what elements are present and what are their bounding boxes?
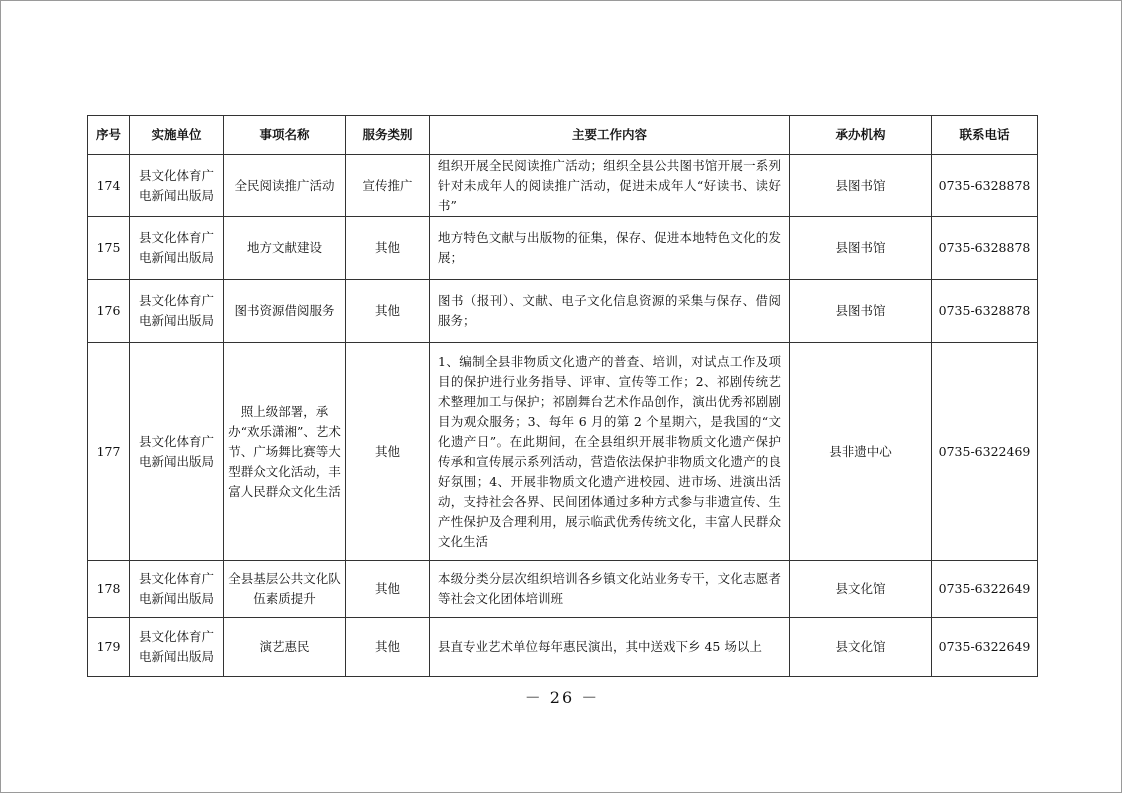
header-category: 服务类别 (346, 116, 430, 155)
page-number: － 26 － (524, 688, 600, 707)
cell-no: 175 (88, 217, 130, 280)
cell-org: 县图书馆 (790, 155, 932, 217)
cell-no: 176 (88, 280, 130, 343)
cell-item: 全民阅读推广活动 (224, 155, 346, 217)
cell-content: 本级分类分层次组织培训各乡镇文化站业务专干，文化志愿者等社会文化团体培训班 (430, 561, 790, 618)
cell-item: 地方文献建设 (224, 217, 346, 280)
header-item: 事项名称 (224, 116, 346, 155)
cell-phone: 0735-6322649 (932, 618, 1038, 677)
table-row (88, 343, 1038, 561)
cell-phone: 0735-6322469 (932, 343, 1038, 561)
cell-content: 地方特色文献与出版物的征集，保存、促进本地特色文化的发展； (430, 217, 790, 280)
cell-category: 其他 (346, 618, 430, 677)
cell-content: 1、编制全县非物质文化遗产的普查、培训，对试点工作及项目的保护进行业务指导、评审、宣传等工作；2、祁剧传统艺术整理加工与保护；祁剧舞台艺术作品创作，演出优秀祁剧剧目为观众服务；3、每年 6 月的第 2 个星期六，是我国的“文化遗产日”。在此期间，在全县组织开展非物质文化遗产保护传承和宣传展示系列活动，营造依法保护非物质文化遗产的良好氛围；4、开展非物质文化遗产进校园、进市场、进演出活动，支持社会各界、民间团体通过多种方式参与非遗宣传、生产性保护及合理利用，展示临武优秀传统文化，丰富人民群众文化生活 (430, 343, 790, 561)
cell-unit: 县文化体育广电新闻出版局 (130, 280, 224, 343)
cell-category: 其他 (346, 561, 430, 618)
table-row (88, 280, 1038, 343)
cell-unit: 县文化体育广电新闻出版局 (130, 217, 224, 280)
cell-org: 县文化馆 (790, 618, 932, 677)
cell-no: 174 (88, 155, 130, 217)
header-unit: 实施单位 (130, 116, 224, 155)
cell-category: 宣传推广 (346, 155, 430, 217)
cell-phone: 0735-6322649 (932, 561, 1038, 618)
cell-no: 178 (88, 561, 130, 618)
cell-category: 其他 (346, 280, 430, 343)
table-row (88, 217, 1038, 280)
cell-unit: 县文化体育广电新闻出版局 (130, 155, 224, 217)
cell-item: 全县基层公共文化队伍素质提升 (224, 561, 346, 618)
header-content: 主要工作内容 (430, 116, 790, 155)
header-no: 序号 (88, 116, 130, 155)
cell-phone: 0735-6328878 (932, 155, 1038, 217)
cell-category: 其他 (346, 343, 430, 561)
cell-unit: 县文化体育广电新闻出版局 (130, 561, 224, 618)
cell-org: 县图书馆 (790, 217, 932, 280)
cell-item: 演艺惠民 (224, 618, 346, 677)
services-table (87, 115, 1038, 677)
cell-phone: 0735-6328878 (932, 217, 1038, 280)
table-row (88, 561, 1038, 618)
table-row (88, 155, 1038, 217)
table-row (88, 618, 1038, 677)
cell-item: 照上级部署，承办“欢乐潇湘”、艺术节、广场舞比赛等大型群众文化活动，丰富人民群众文化生活 (224, 343, 346, 561)
cell-no: 177 (88, 343, 130, 561)
table-header-row (88, 116, 1038, 155)
cell-item: 图书资源借阅服务 (224, 280, 346, 343)
cell-content: 图书（报刊）、文献、电子文化信息资源的采集与保存、借阅服务； (430, 280, 790, 343)
cell-no: 179 (88, 618, 130, 677)
cell-org: 县文化馆 (790, 561, 932, 618)
cell-phone: 0735-6328878 (932, 280, 1038, 343)
header-org: 承办机构 (790, 116, 932, 155)
header-phone: 联系电话 (932, 116, 1038, 155)
cell-org: 县图书馆 (790, 280, 932, 343)
cell-content: 县直专业艺术单位每年惠民演出，其中送戏下乡 45 场以上 (430, 618, 790, 677)
cell-content: 组织开展全民阅读推广活动；组织全县公共图书馆开展一系列针对未成年人的阅读推广活动，促进未成年人“好读书、读好书” (430, 155, 790, 217)
cell-org: 县非遗中心 (790, 343, 932, 561)
cell-unit: 县文化体育广电新闻出版局 (130, 618, 224, 677)
cell-unit: 县文化体育广电新闻出版局 (130, 343, 224, 561)
cell-category: 其他 (346, 217, 430, 280)
